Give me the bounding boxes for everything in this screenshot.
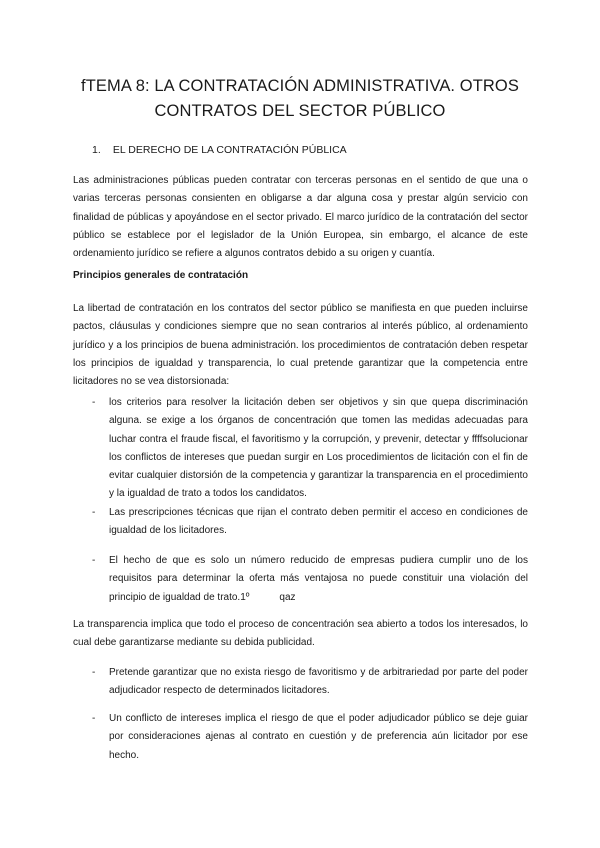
- list-item-body: El hecho de que es solo un número reducido de empresas pudiera cumplir uno de los requisitos para determinar la oferta más ventajosa no puede constituir una violación del principio de igualdad de trato.1º: [109, 555, 528, 603]
- section-number: 1.: [92, 144, 101, 156]
- list-item: [92, 394, 528, 504]
- stray-mark: qaz: [279, 591, 296, 603]
- dash-bullet: -: [92, 397, 96, 408]
- principles-paragraph: La libertad de contratación en los contratos del sector público se manifiesta en que pueden incluirse pactos, cláusulas y condiciones siempre que no sean contrarios al interés público, al ordenamiento jurídico y a los principios de buena administración. los procedimientos de contratación deben respetar los principios de igualdad y transparencia, lo cual pretende garantizar que la competencia entre licitadores no se vea distorsionada:: [73, 303, 528, 388]
- transparency-paragraph: La transparencia implica que todo el proceso de concentración sea abierto a todos los interesados, lo cual debe garantizarse mediante su debida publicidad.: [73, 619, 528, 649]
- list-item-text: Las prescripciones técnicas que rijan el contrato deben permitir el acceso en condiciones de igualdad de los licitadores.: [109, 507, 528, 537]
- dash-bullet: -: [92, 667, 96, 678]
- list-item-text: Pretende garantizar que no exista riesgo de favoritismo y de arbitrariedad por parte del poder adjudicador respecto de determinados licitadores.: [109, 667, 528, 697]
- document-title: [60, 74, 540, 124]
- list-item: [92, 504, 528, 541]
- subheading: Principios generales de contratación: [73, 270, 249, 281]
- list-item: [92, 710, 528, 765]
- dash-bullet: -: [92, 555, 96, 566]
- intro-paragraph: Las administraciones públicas pueden contratar con terceras personas en el sentido de que una o varias terceras personas consienten en obligarse a dar alguna cosa y prestar algún servicio con finalidad de públicas y apoyándose en el sector privado. El marco jurídico de la contratación del sector público se establece por el legislador de la Unión Europea, sin embargo, el alcance de este ordenamiento jurídico se refiere a algunos contratos debido a su origen y cuantía.: [73, 175, 528, 260]
- dash-bullet: -: [92, 713, 96, 724]
- list-item: [92, 552, 528, 607]
- dash-bullet: -: [92, 507, 96, 518]
- section-heading-text: EL DERECHO DE LA CONTRATACIÓN PÚBLICA: [112, 144, 347, 156]
- title-line-2: CONTRATOS DEL SECTOR PÚBLICO: [154, 102, 446, 120]
- list-item-text: los criterios para resolver la licitación deben ser objetivos y sin que quepa discriminación alguna. se exige a los órganos de concentración que tomen las medidas adecuadas para luchar contra el fraude fiscal, el favoritismo y la corrupción, y prevenir, detectar y ffffsolucionar los conflictos de intereses que puedan surgir en Los procedimientos de licitación con el fin de evitar cualquier distorsión de la competencia y garantizar la transparencia en el procedimiento y la igualdad de trato a todos los candidatos.: [109, 397, 528, 500]
- list-item: [92, 664, 528, 701]
- title-line-1: fTEMA 8: LA CONTRATACIÓN ADMINISTRATIVA. OTROS: [81, 77, 519, 95]
- list-item-text: Un conflicto de intereses implica el riesgo de que el poder adjudicador público se deje guiar por consideraciones ajenas al contrato en cuestión y de preferencia aún licitador por ese hecho.: [109, 713, 528, 761]
- section-heading: [92, 144, 347, 156]
- list-item-text: [109, 552, 528, 607]
